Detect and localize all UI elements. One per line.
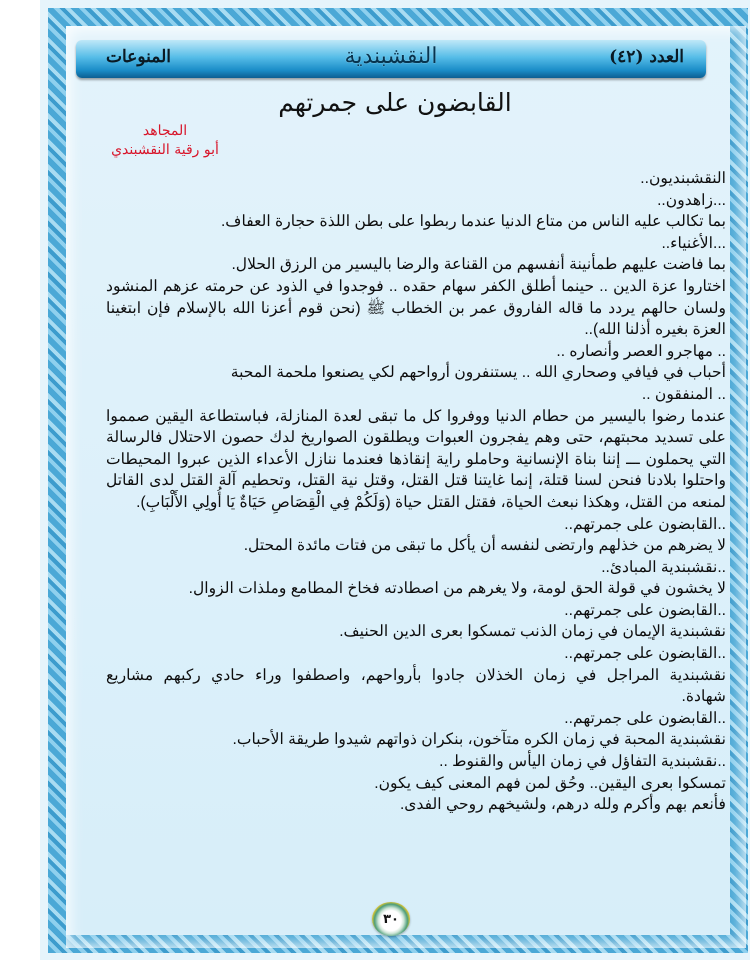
body-line: ..القابضون على جمرتهم..: [564, 515, 726, 533]
body-line: على تسديد محبتهم، حتى وهم يفجرون العبوات ويطلقون الصواريخ لدك حصون الاحتلال فالرسالة: [106, 429, 726, 447]
body-line: أحباب في فيافي وصحاري الله .. يستنفرون أرواحهم لكي يصنعوا ملحمة المحبة: [230, 364, 726, 382]
body-line: النقشبنديون..: [640, 170, 726, 187]
body-line: شهادة.: [681, 688, 726, 706]
body-line: لا يضرهم من خذلهم وارتضى لنفسه أن يأكل ما تبقى من فتات مائدة المحتل.: [243, 537, 726, 555]
body-line: ..القابضون على جمرتهم..: [564, 709, 726, 727]
body-line: عندما رضوا باليسير من حطام الدنيا ووفروا كل ما تبقى لعدة المنازلة، فباستطاعة اليقين صمموا: [106, 407, 726, 425]
body-line: التي يحملون ـــ إننا بناة الإنسانية وحاملو راية إنقاذها فعندما ننازل الأعداء الذين عبروا المحيطات: [106, 450, 726, 468]
body-line: العزة بغيره أذلنا الله)..: [584, 321, 726, 339]
body-line: ..نقشبندية التفاؤل في زمان اليأس والقنوط ..: [439, 753, 726, 771]
body-line: ...زاهدون..: [657, 191, 726, 209]
magazine-page: [40, 0, 750, 960]
body-line: نقشبندية المراجل في زمان الخذلان جادوا بأرواحهم، واصطفوا وراء حادي ركبهم مشاريع: [106, 666, 726, 684]
body-line: نقشبندية الإيمان في زمان الذنب تمسكوا بعرى الدين الحنيف.: [339, 623, 726, 641]
body-line: ولسان حالهم يردد ما قاله الفاروق عمر بن الخطاب ﷺ (نحن قوم أعزنا الله بالإسلام فإن ابتغينا: [106, 299, 726, 317]
issue-number: العدد (٤٢): [609, 47, 684, 67]
page-number-badge: [372, 902, 410, 936]
body-line: ..نقشبندية المبادئ..: [601, 558, 726, 576]
body-line: .. المنفقون ..: [641, 385, 726, 403]
author-block: [110, 122, 220, 160]
article-body: [106, 168, 726, 816]
body-line: لمنعه من القتل، وهكذا نبعث الحياة، فقتل القتل حياة (وَلَكُمْ فِي الْقِصَاصِ حَيَاةٌ يَا أُولِي الأَلْبَابِ).: [136, 493, 726, 511]
body-line: بما فاضت عليهم طمأنينة أنفسهم من القناعة والرضا باليسير من الرزق الحلال.: [231, 256, 726, 274]
body-line: فأنعم بهم وأكرم ولله درهم، ولشيخهم روحي الفدى.: [399, 796, 726, 814]
body-line: ..القابضون على جمرتهم..: [564, 645, 726, 663]
article-title: القابضون على جمرتهم: [278, 88, 512, 117]
body-line: نقشبندية المحبة في زمان الكره متآخون، بنكران ذواتهم شيدوا طريقة الأحباب.: [232, 731, 726, 749]
body-line: .. مهاجرو العصر وأنصاره ..: [556, 342, 726, 360]
body-line: بما تكالب عليه الناس من متاع الدنيا عندما ربطوا على بطن اللذة حجارة العفاف.: [220, 213, 726, 231]
body-line: اختاروا عزة الدين .. حينما أطلق الكفر سهام حقده .. فوجدوا في الذود عن حرمته عزهم المنشود: [106, 277, 726, 295]
author-title: المجاهد: [142, 123, 188, 139]
header-bar: [76, 40, 706, 78]
magazine-title: النقشبندية: [344, 44, 438, 69]
body-line: ...الأغنياء..: [661, 234, 726, 252]
section-name: المنوعات: [106, 47, 171, 67]
body-line: لا يخشون في قولة الحق لومة، ولا يغرهم من اصطادته فخاخ المطامع وملذات الزوال.: [188, 580, 726, 598]
body-line: تمسكوا بعرى اليقين.. وحُق لمن فهم المعنى كيف يكون.: [374, 774, 726, 792]
author-name: أبو رقية النقشبندي: [111, 142, 219, 158]
body-line: ..القابضون على جمرتهم..: [564, 601, 726, 619]
body-line: واحتلوا بلادنا فنحن لسنا قتلة، إنما غايتنا قتل القتل، وقتل نية القتل، وتحطيم آلة القتل لدى القاتل: [106, 472, 726, 490]
page-number: ٣٠: [383, 911, 399, 927]
